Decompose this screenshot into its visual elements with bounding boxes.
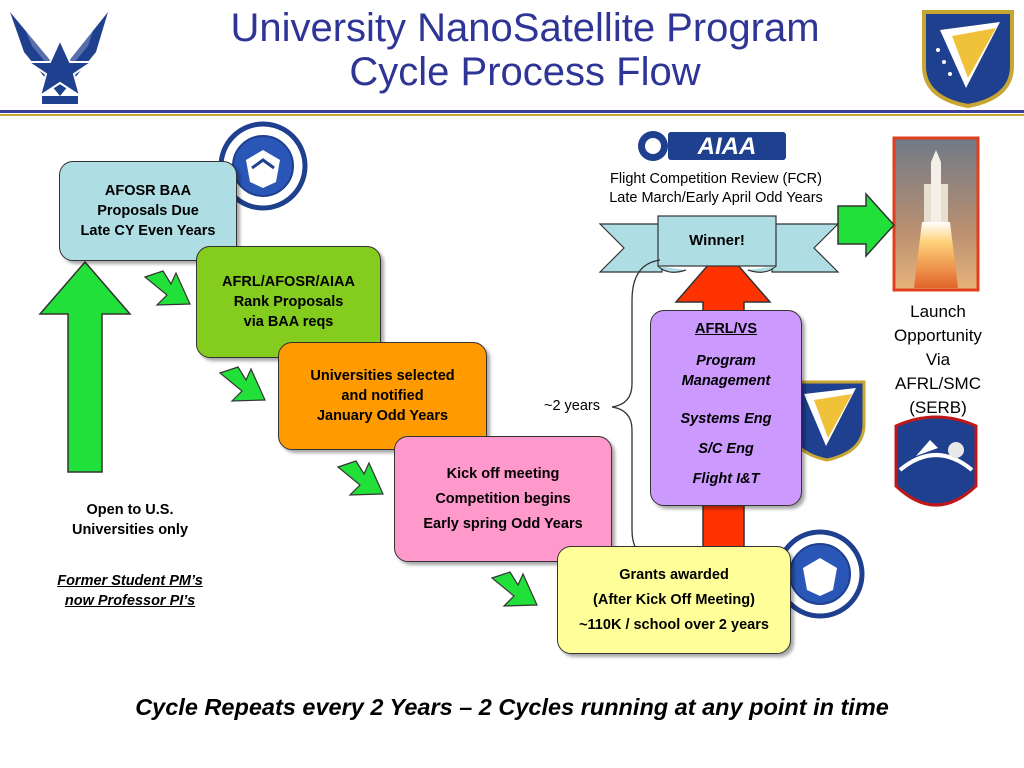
box-universities-selected <box>278 342 487 450</box>
open-line-1: Open to U.S. <box>86 502 174 518</box>
box-rank-line-3: via BAA reqs <box>243 314 334 330</box>
box-afrl-vs-line-2: Management <box>681 373 771 389</box>
box-rank-line-1: AFRL/AFOSR/AIAA <box>222 274 355 290</box>
duration-label: ~2 years <box>543 398 601 414</box>
box-kickoff-line-2: Competition begins <box>435 490 571 507</box>
launch-line-4: AFRL/SMC <box>895 374 981 393</box>
box-afosr-baa-line-3: Late CY Even Years <box>80 223 216 239</box>
box-grants-awarded <box>557 546 791 654</box>
open-note <box>40 500 220 540</box>
afrl-shield-logo <box>924 12 1012 106</box>
cycle-up-arrow <box>40 262 130 472</box>
box-grants-line-3: ~110K / school over 2 years <box>579 616 769 633</box>
box-selected-line-2: and notified <box>341 388 424 404</box>
launch-line-2: Opportunity <box>894 326 982 345</box>
title-line-2: Cycle Process Flow <box>349 50 701 94</box>
former-line-1: Former Student PM’s <box>57 573 203 589</box>
box-afrl-vs-line-4: S/C Eng <box>698 441 754 457</box>
box-afosr-baa-line-1: AFOSR BAA <box>104 183 192 199</box>
box-grants-line-1: Grants awarded <box>619 566 729 583</box>
box-afrl-vs-header: AFRL/VS <box>694 321 758 337</box>
winner-label: Winner! <box>689 232 745 249</box>
box-selected-line-1: Universities selected <box>310 368 455 384</box>
rocket-launch-photo <box>894 138 978 290</box>
launch-line-5: (SERB) <box>909 398 967 417</box>
box-rank-line-2: Rank Proposals <box>233 294 344 310</box>
fcr-line-2: Late March/Early April Odd Years <box>609 190 823 206</box>
space-test-program-badge <box>896 417 976 505</box>
step-arrow-2 <box>220 367 265 401</box>
former-note <box>30 571 230 611</box>
launch-line-1: Launch <box>910 302 966 321</box>
box-afosr-baa-line-2: Proposals Due <box>97 203 199 219</box>
box-kickoff-meeting <box>394 436 612 562</box>
footer-caption: Cycle Repeats every 2 Years – 2 Cycles running at any point in time <box>135 694 889 720</box>
title-line-1: University NanoSatellite Program <box>230 6 820 50</box>
box-afrl-vs-line-1: Program <box>696 353 756 369</box>
box-afrl-vs-line-3: Systems Eng <box>680 411 772 427</box>
box-grants-line-2: (After Kick Off Meeting) <box>593 591 755 608</box>
aiaa-logo <box>638 131 786 161</box>
box-kickoff-line-1: Kick off meeting <box>446 465 560 482</box>
box-afrl-vs <box>650 310 802 506</box>
step-arrow-3 <box>338 461 383 495</box>
box-kickoff-line-3: Early spring Odd Years <box>423 515 583 532</box>
step-arrow-1 <box>145 271 190 305</box>
launch-note <box>874 300 1002 420</box>
air-force-wings-logo <box>10 12 108 104</box>
fcr-note <box>576 170 856 208</box>
open-line-2: Universities only <box>71 522 189 538</box>
box-selected-line-3: January Odd Years <box>316 408 449 424</box>
aiaa-logo-text: AIAA <box>697 133 757 160</box>
launch-line-3: Via <box>925 350 951 369</box>
box-afrl-vs-line-5: Flight I&T <box>692 471 760 487</box>
step-arrow-4 <box>492 572 537 606</box>
former-line-2: now Professor PI’s <box>64 593 196 609</box>
fcr-line-1: Flight Competition Review (FCR) <box>610 171 822 187</box>
